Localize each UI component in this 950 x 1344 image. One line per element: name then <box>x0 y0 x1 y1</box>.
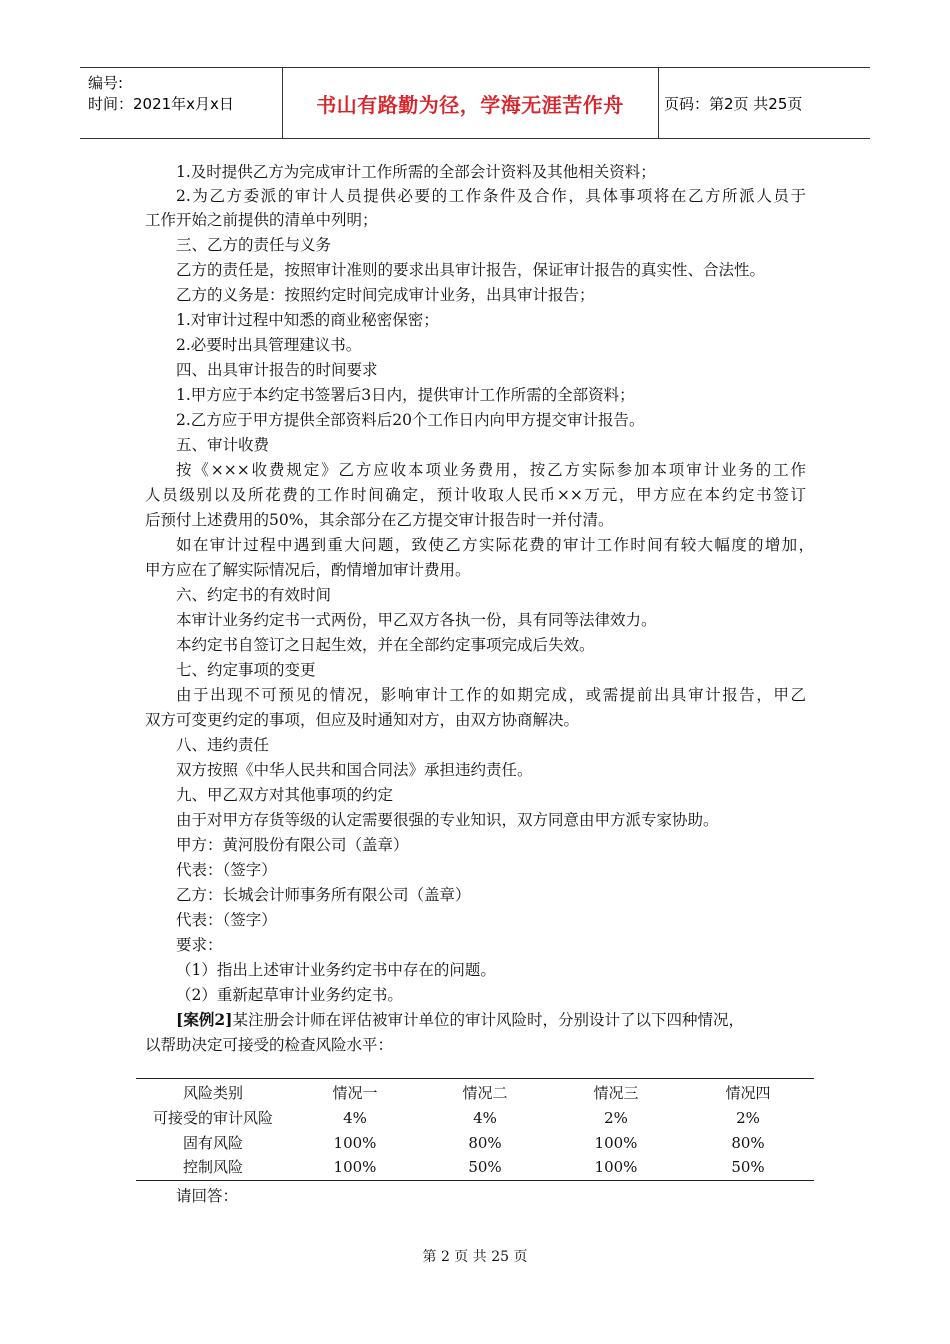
motto: 书山有路勤为径，学海无涯苦作舟 <box>316 92 624 117</box>
table-cell: 4% <box>473 1109 497 1127</box>
number-label: 编号: <box>88 74 124 92</box>
text-line: 人员级别以及所花费的工作时间确定，预计收取人民币××万元，甲方应在本约定书签订 <box>145 486 806 504</box>
table-header-cell: 情况四 <box>725 1084 771 1102</box>
table-cell: 100% <box>594 1134 638 1152</box>
table-header-cell: 情况三 <box>593 1084 639 1102</box>
text-line: 2.乙方应于甲方提供全部资料后20个工作日内向甲方提交审计报告。 <box>176 411 645 429</box>
table-cell: 4% <box>343 1109 367 1127</box>
time-label: 时间：2021年x月x日 <box>88 95 234 113</box>
text-line: 乙方的责任是，按照审计准则的要求出具审计报告，保证审计报告的真实性、合法性。 <box>176 261 766 279</box>
text-line: 双方按照《中华人民共和国合同法》承担违约责任。 <box>176 761 533 779</box>
text-line: 后预付上述费用的50%，其余部分在乙方提交审计报告时一并付清。 <box>145 511 614 529</box>
table-cell: 2% <box>604 1109 628 1127</box>
table-cell: 100% <box>333 1134 377 1152</box>
table-header-cell: 情况一 <box>332 1084 378 1102</box>
table-cell: 100% <box>594 1158 638 1176</box>
table-cell: 固有风险 <box>182 1134 243 1152</box>
text-line: 工作开始之前提供的清单中列明； <box>145 211 378 229</box>
table-cell: 80% <box>731 1134 765 1152</box>
section-heading: 五、审计收费 <box>176 436 270 454</box>
table-cell: 100% <box>333 1158 377 1176</box>
case-tag: [案例2] <box>176 1010 233 1029</box>
section-heading: 七、约定事项的变更 <box>176 661 316 679</box>
table-cell: 控制风险 <box>182 1158 243 1176</box>
text-line: 由于对甲方存货等级的认定需要很强的专业知识，双方同意由甲方派专家协助。 <box>176 811 719 829</box>
text-line: 本审计业务约定书一式两份，甲乙双方各执一份，具有同等法律效力。 <box>176 611 657 629</box>
requirement-item: （2）重新起草审计业务约定书。 <box>176 986 403 1004</box>
table-top-rule <box>136 1078 814 1079</box>
table-bottom-rule <box>136 1180 814 1181</box>
table-header-cell: 风险类别 <box>182 1084 243 1102</box>
signature-line: 代表：（签字） <box>176 911 277 929</box>
table-cell: 80% <box>468 1134 502 1152</box>
header-divider <box>658 68 659 138</box>
closing-line: 请回答： <box>176 1187 239 1205</box>
party-b-line: 乙方：长城会计师事务所有限公司（盖章） <box>176 886 471 904</box>
text-line: 双方可变更约定的事项，但应及时通知对方，由双方协商解决。 <box>145 711 580 729</box>
signature-line: 代表：（签字） <box>176 861 277 879</box>
page-footer: 第 2 页 共 25 页 <box>422 1249 528 1265</box>
table-cell: 2% <box>736 1109 760 1127</box>
section-heading: 四、出具审计报告的时间要求 <box>176 361 378 379</box>
requirements-heading: 要求： <box>176 936 223 954</box>
text-line: 如在审计过程中遇到重大问题，致使乙方实际花费的审计工作时间有较大幅度的增加， <box>176 536 814 554</box>
section-heading: 九、甲乙双方对其他事项的约定 <box>176 786 394 804</box>
header-meta <box>88 73 234 115</box>
text-line: 1.对审计过程中知悉的商业秘密保密； <box>176 311 439 329</box>
section-heading: 三、乙方的责任与义务 <box>176 236 332 254</box>
text-line: 按《×××收费规定》乙方应收本项业务费用，按乙方实际参加本项审计业务的工作 <box>176 461 806 479</box>
table-header-cell: 情况二 <box>462 1084 508 1102</box>
case-text: 某注册会计师在评估被审计单位的审计风险时，分别设计了以下四种情况， <box>232 1011 744 1029</box>
party-a-line: 甲方：黄河股份有限公司（盖章） <box>176 836 409 854</box>
text-line: 1.及时提供乙方为完成审计工作所需的全部会计资料及其他相关资料； <box>176 163 656 181</box>
text-line: 本约定书自签订之日起生效，并在全部约定事项完成后失效。 <box>176 636 595 654</box>
page-indicator: 页码：第2页 共25页 <box>664 94 803 113</box>
text-line: 由于出现不可预见的情况，影响审计工作的如期完成，或需提前出具审计报告，甲乙 <box>176 686 806 704</box>
table-cell: 可接受的审计风险 <box>152 1109 273 1127</box>
text-line: 甲方应在了解实际情况后，酌情增加审计费用。 <box>145 561 471 579</box>
table-cell: 50% <box>468 1158 502 1176</box>
text-line: 2.为乙方委派的审计人员提供必要的工作条件及合作，具体事项将在乙方所派人员于 <box>176 187 806 205</box>
table-cell: 50% <box>731 1158 765 1176</box>
text-line: 以帮助决定可接受的检查风险水平： <box>145 1036 394 1054</box>
section-heading: 八、违约责任 <box>176 736 270 754</box>
page-header <box>80 67 870 139</box>
section-heading: 六、约定书的有效时间 <box>176 586 332 604</box>
case-intro <box>176 1008 744 1032</box>
text-line: 1.甲方应于本约定书签署后3日内，提供审计工作所需的全部资料； <box>176 386 635 404</box>
text-line: 2.必要时出具管理建议书。 <box>176 336 362 354</box>
text-line: 乙方的义务是：按照约定时间完成审计业务，出具审计报告； <box>176 286 595 304</box>
requirement-item: （1）指出上述审计业务约定书中存在的问题。 <box>176 961 496 979</box>
